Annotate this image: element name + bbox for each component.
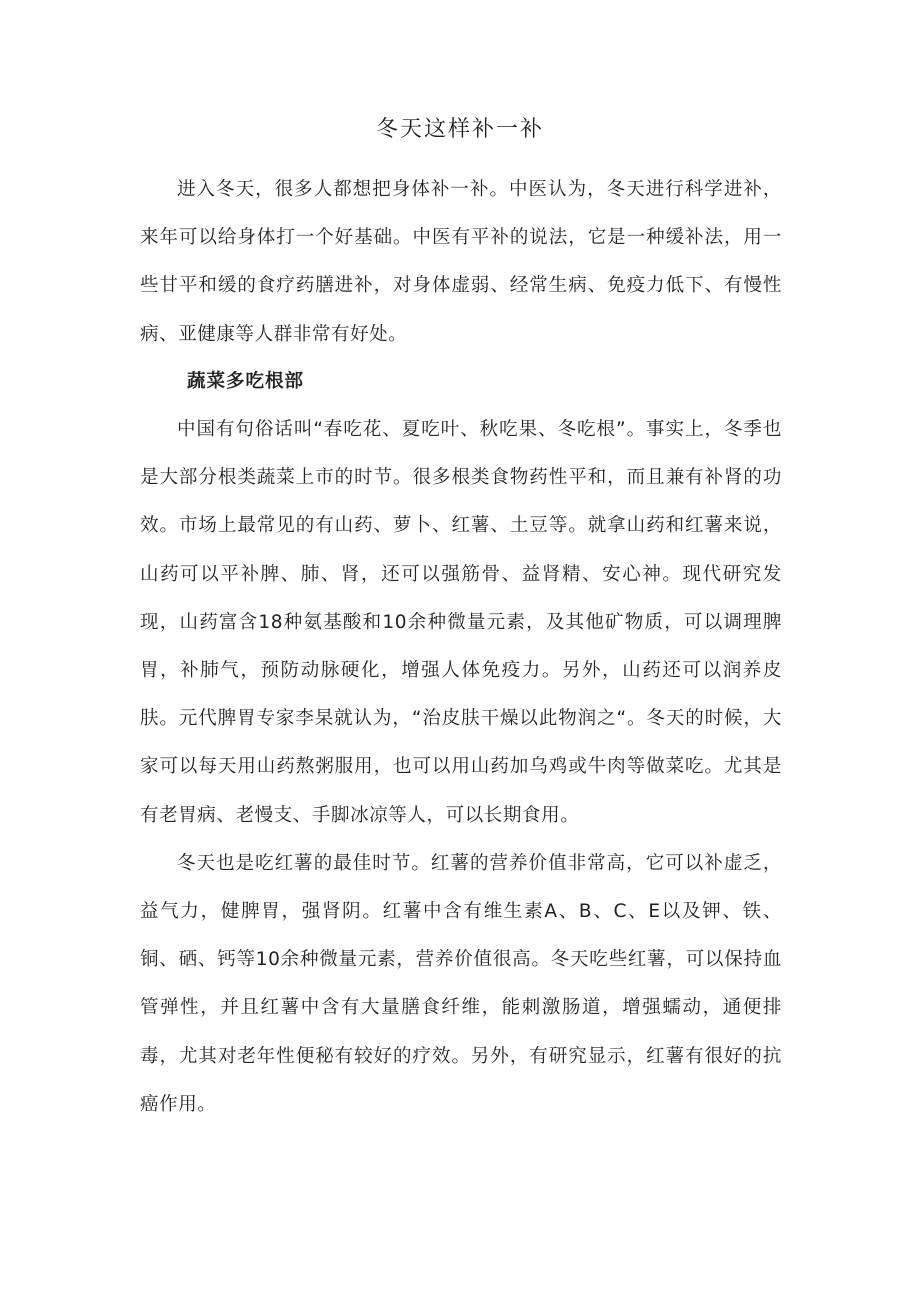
document-title: 冬天这样补一补 <box>375 117 544 142</box>
section-paragraph-2: 冬天也是吃红薯的最佳时节。红薯的营养价值非常高，它可以补虚乏，益气力，健脾胃，强肾阴。红薯中含有维生素A、B、C、E以及钾、铁、铜、硒、钙等10余种微量元素，营养价值很高。冬天吃些红薯，可以保持血管弹性，并且红薯中含有大量膳食纤维，能刺激肠道，增强蠕动，通便排毒，尤其对老年性便秘有较好的疗效。另外，有研究显示，红薯有很好的抗癌作用。 <box>140 852 782 1115</box>
section-heading: 蔬菜多吃根部 <box>187 371 305 392</box>
intro-paragraph: 进入冬天，很多人都想把身体补一补。中医认为，冬天进行科学进补，来年可以给身体打一个好基础。中医有平补的说法，它是一种缓补法，用一些甘平和缓的食疗药膳进补，对身体虚弱、经常生病、免疫力低下、有慢性病、亚健康等人群非常有好处。 <box>140 179 782 345</box>
intro-block <box>140 166 782 359</box>
section-body <box>140 406 782 1129</box>
section-paragraph-1: 中国有句俗话叫“春吃花、夏吃叶、秋吃果、冬吃根”。事实上，冬季也是大部分根类蔬菜上市的时节。很多根类食物药性平和，而且兼有补肾的功效。市场上最常见的有山药、萝卜、红薯、土豆等。就拿山药和红薯来说，山药可以平补脾、肺、肾，还可以强筋骨、益肾精、安心神。现代研究发现，山药富含18种氨基酸和10余种微量元素，及其他矿物质，可以调理脾胃，补肺气，预防动脉硬化，增强人体免疫力。另外，山药还可以润养皮肤。元代脾胃专家李杲就认为，“治皮肤干燥以此物润之“。冬天的时候，大家可以每天用山药熬粥服用，也可以用山药加乌鸡或牛肉等做菜吃。尤其是有老胃病、老慢支、手脚冰凉等人，可以长期食用。 <box>140 419 782 826</box>
